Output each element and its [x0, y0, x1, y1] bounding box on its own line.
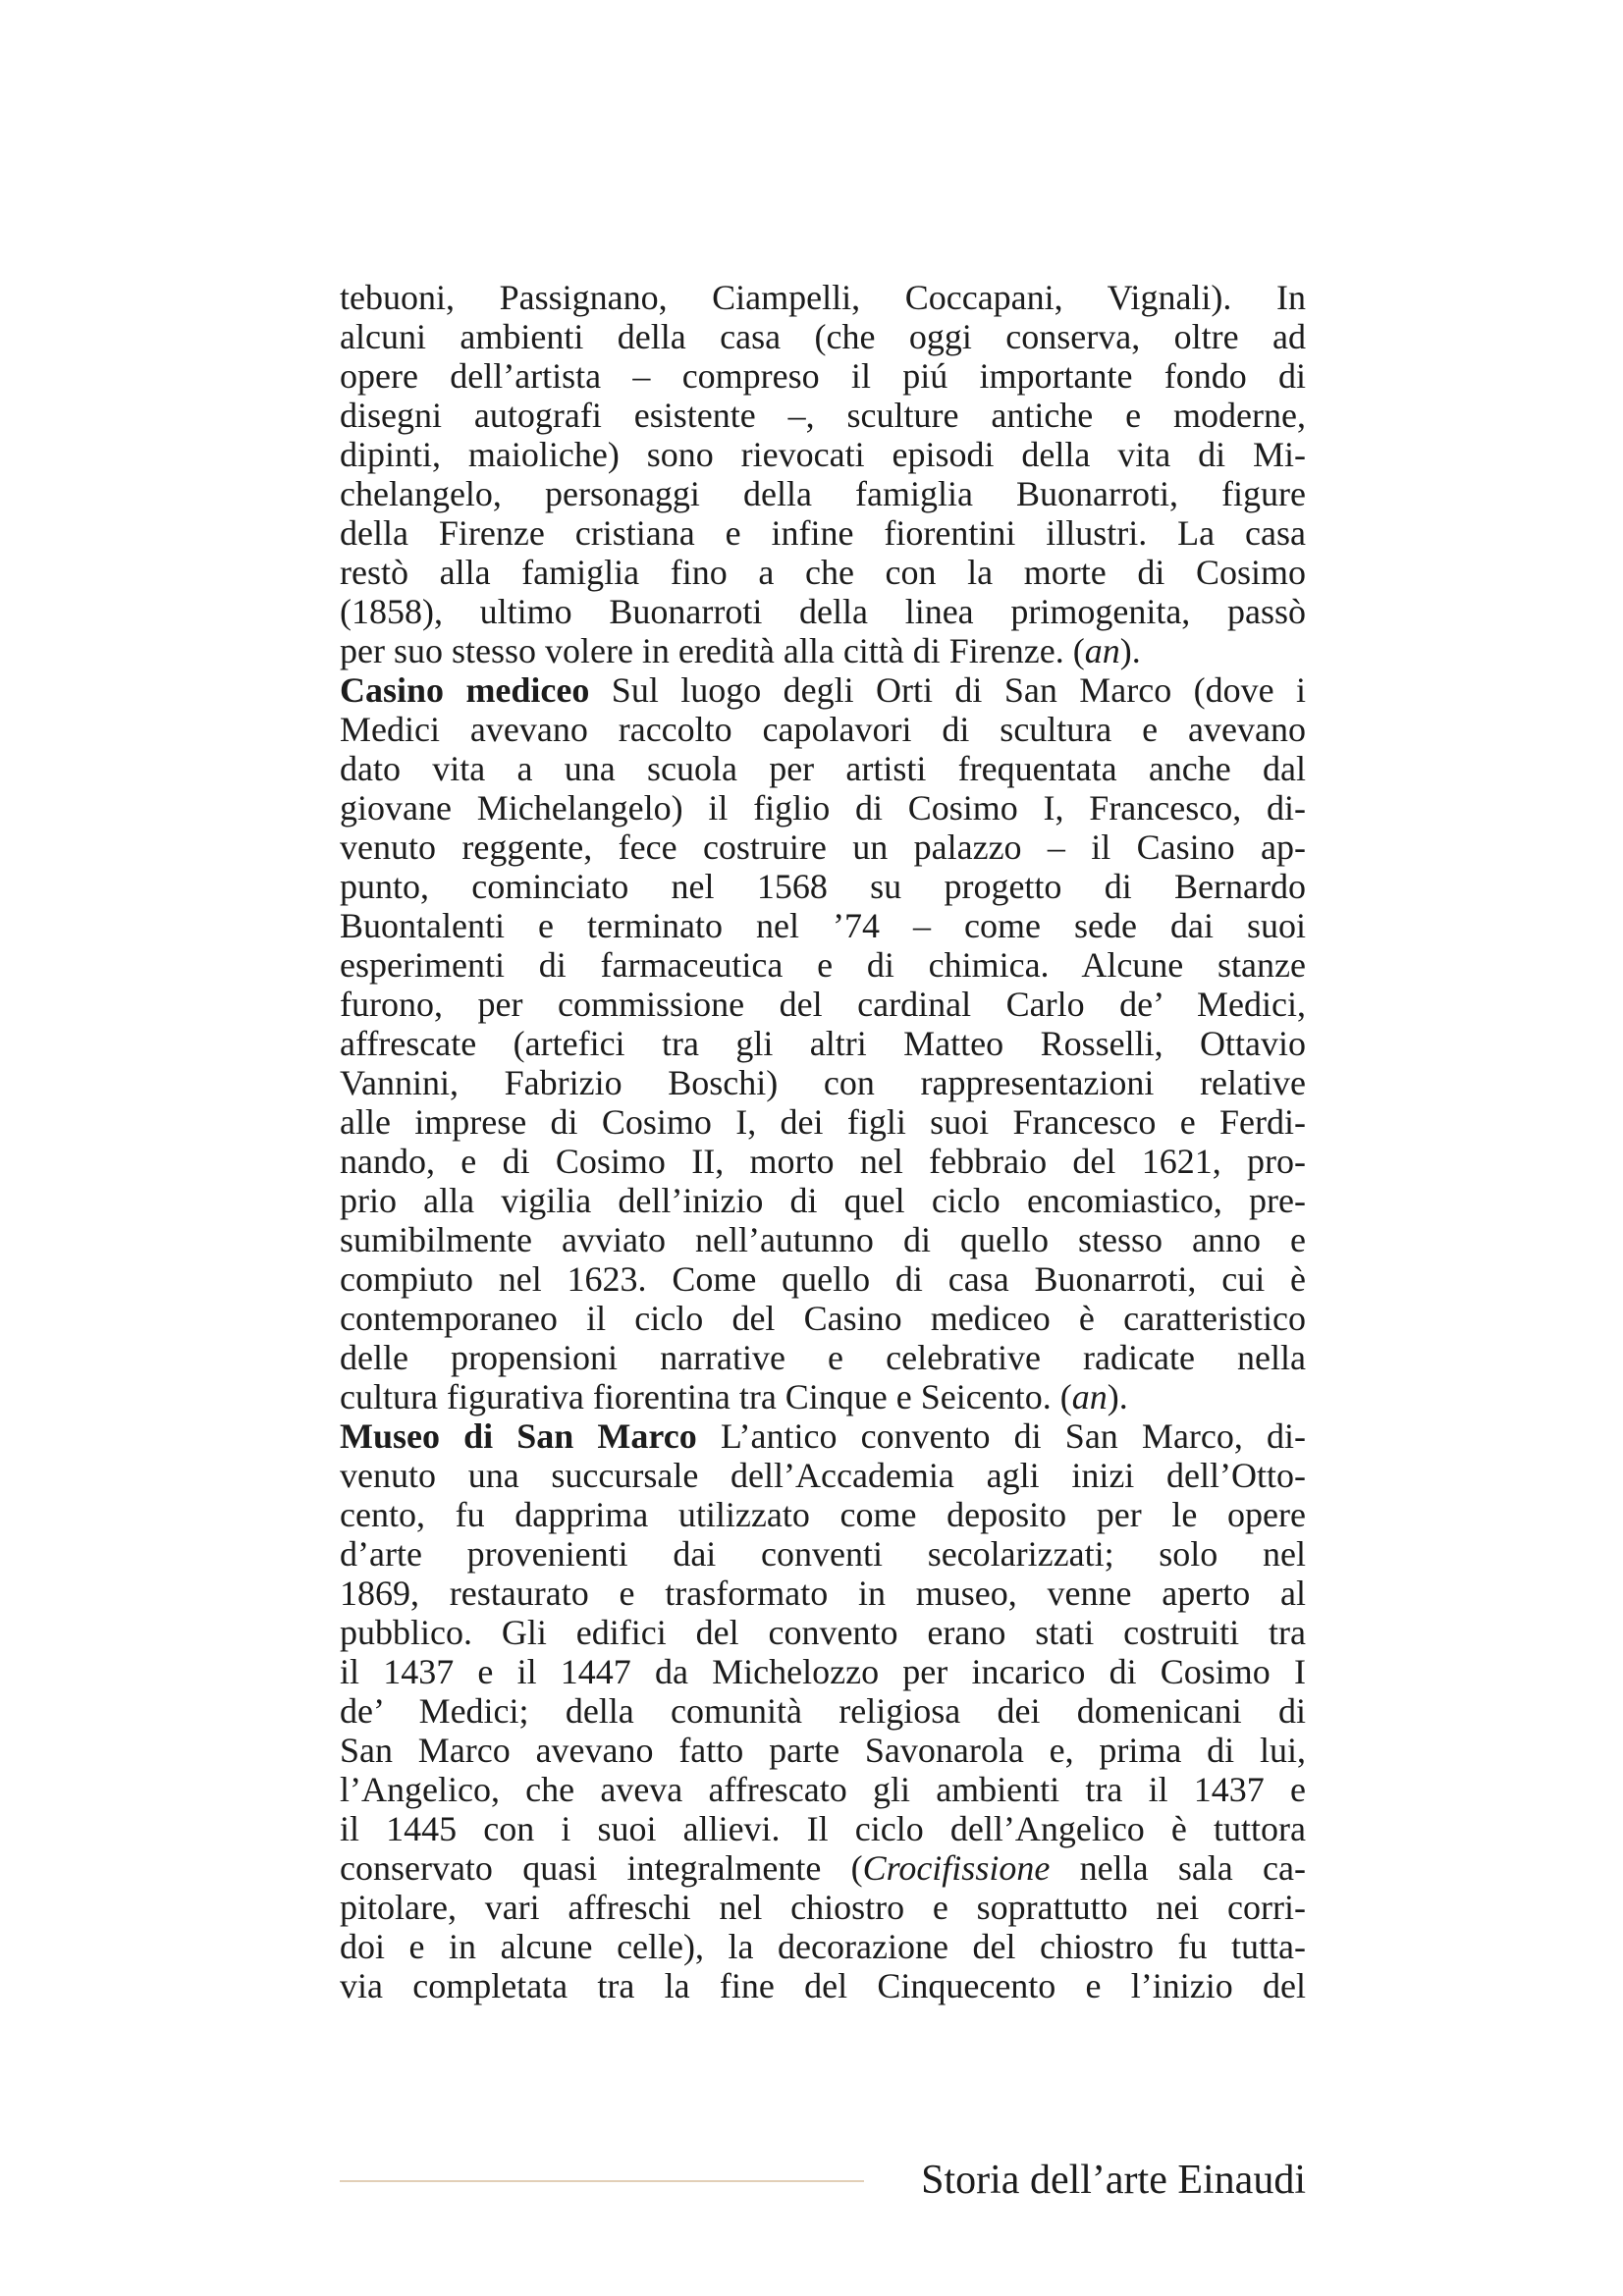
- text-run: alle imprese di Cosimo I, dei figli suoi Francesco e Ferdi-: [340, 1102, 1306, 1142]
- text-run: disegni autografi esistente –, sculture antiche e moderne,: [340, 396, 1306, 435]
- body-text: [340, 278, 1306, 2005]
- text-line: [340, 1220, 1306, 1259]
- text-run: venuto reggente, fece costruire un palazzo – il Casino ap-: [340, 828, 1306, 867]
- text-line: [340, 553, 1306, 592]
- text-line: [340, 985, 1306, 1024]
- text-line: [340, 1338, 1306, 1377]
- text-run: Medici avevano raccolto capolavori di scultura e avevano: [340, 710, 1306, 749]
- paragraph: [340, 670, 1306, 1416]
- text-run: pubblico. Gli edifici del convento erano stati costruiti tra: [340, 1613, 1306, 1652]
- text-run: prio alla vigilia dell’inizio di quel ciclo encomiastico, pre-: [340, 1181, 1306, 1220]
- text-line: [340, 1888, 1306, 1927]
- text-line: [340, 1770, 1306, 1809]
- text-run: dipinti, maioliche) sono rievocati episodi della vita di Mi-: [340, 435, 1306, 474]
- text-line: [340, 1102, 1306, 1142]
- text-run: conservato quasi integralmente (: [340, 1848, 863, 1888]
- text-line: [340, 1416, 1306, 1456]
- text-run: affrescate (artefici tra gli altri Matteo Rosselli, Ottavio: [340, 1024, 1306, 1063]
- text-line: [340, 945, 1306, 985]
- text-run: il 1445 con i suoi allievi. Il ciclo dell’Angelico è tuttora: [340, 1809, 1306, 1848]
- text-line: [340, 1181, 1306, 1220]
- text-line: [340, 1024, 1306, 1063]
- text-line: [340, 1652, 1306, 1691]
- text-line: [340, 1691, 1306, 1731]
- text-line: [340, 474, 1306, 513]
- italic-text: Crocifissione: [862, 1848, 1051, 1888]
- text-run: della Firenze cristiana e infine fiorentini illustri. La casa: [340, 513, 1306, 553]
- text-line: [340, 828, 1306, 867]
- text-line: [340, 867, 1306, 906]
- text-run: nella sala ca-: [1050, 1848, 1306, 1888]
- text-run: pitolare, vari affreschi nel chiostro e soprattutto nei corri-: [340, 1888, 1306, 1927]
- text-line: [340, 1731, 1306, 1770]
- text-line: [340, 1848, 1306, 1888]
- text-line: [340, 1809, 1306, 1848]
- text-line: [340, 1142, 1306, 1181]
- text-run: sumibilmente avviato nell’autunno di quello stesso anno e: [340, 1220, 1306, 1259]
- text-line: [340, 396, 1306, 435]
- text-line: [340, 788, 1306, 828]
- text-line: [340, 356, 1306, 396]
- footer-title: Storia dell’arte Einaudi: [921, 2158, 1306, 2203]
- text-run: punto, cominciato nel 1568 su progetto di Bernardo: [340, 867, 1306, 906]
- text-run: (1858), ultimo Buonarroti della linea primogenita, passò: [340, 592, 1306, 631]
- text-run: opere dell’artista – compreso il piú importante fondo di: [340, 356, 1306, 396]
- italic-text: an: [1071, 1377, 1108, 1416]
- text-run: d’arte provenienti dai conventi secolarizzati; solo nel: [340, 1534, 1306, 1574]
- text-line: [340, 670, 1306, 710]
- text-run: compiuto nel 1623. Come quello di casa Buonarroti, cui è: [340, 1259, 1306, 1299]
- text-run: chelangelo, personaggi della famiglia Buonarroti, figure: [340, 474, 1306, 513]
- text-run: Sul luogo degli Orti di San Marco (dove i: [589, 670, 1306, 710]
- text-run: dato vita a una scuola per artisti frequentata anche dal: [340, 749, 1306, 788]
- text-run: tebuoni, Passignano, Ciampelli, Coccapani, Vignali). In: [340, 278, 1306, 317]
- text-line: [340, 278, 1306, 317]
- text-line: [340, 1299, 1306, 1338]
- text-line: [340, 1613, 1306, 1652]
- text-run: restò alla famiglia fino a che con la morte di Cosimo: [340, 553, 1306, 592]
- text-line: [340, 749, 1306, 788]
- text-run: ).: [1107, 1377, 1128, 1416]
- text-run: via completata tra la fine del Cinquecento e l’inizio del: [340, 1966, 1306, 2005]
- paragraph: [340, 278, 1306, 670]
- text-line: [340, 317, 1306, 356]
- text-run: giovane Michelangelo) il figlio di Cosimo I, Francesco, di-: [340, 788, 1306, 828]
- text-line: [340, 1377, 1306, 1416]
- text-run: esperimenti di farmaceutica e di chimica. Alcune stanze: [340, 945, 1306, 985]
- text-line: [340, 1259, 1306, 1299]
- text-run: cento, fu dapprima utilizzato come deposito per le opere: [340, 1495, 1306, 1534]
- text-run: contemporaneo il ciclo del Casino mediceo è caratteristico: [340, 1299, 1306, 1338]
- text-line: [340, 592, 1306, 631]
- text-run: ).: [1119, 631, 1141, 670]
- text-run: Buontalenti e terminato nel ’74 – come sede dai suoi: [340, 906, 1306, 945]
- text-line: [340, 1063, 1306, 1102]
- text-run: il 1437 e il 1447 da Michelozzo per incarico di Cosimo I: [340, 1652, 1306, 1691]
- text-run: San Marco avevano fatto parte Savonarola e, prima di lui,: [340, 1731, 1306, 1770]
- text-run: doi e in alcune celle), la decorazione del chiostro fu tutta-: [340, 1927, 1306, 1966]
- text-run: nando, e di Cosimo II, morto nel febbraio del 1621, pro-: [340, 1142, 1306, 1181]
- text-line: [340, 513, 1306, 553]
- text-line: [340, 435, 1306, 474]
- text-run: L’antico convento di San Marco, di-: [696, 1416, 1306, 1456]
- text-line: [340, 1534, 1306, 1574]
- text-line: [340, 1495, 1306, 1534]
- text-run: l’Angelico, che aveva affrescato gli ambienti tra il 1437 e: [340, 1770, 1306, 1809]
- text-line: [340, 906, 1306, 945]
- text-run: Vannini, Fabrizio Boschi) con rappresentazioni relative: [340, 1063, 1306, 1102]
- text-run: 1869, restaurato e trasformato in museo, venne aperto al: [340, 1574, 1306, 1613]
- text-line: [340, 1574, 1306, 1613]
- text-run: delle propensioni narrative e celebrative radicate nella: [340, 1338, 1306, 1377]
- text-line: [340, 1927, 1306, 1966]
- text-run: cultura figurativa fiorentina tra Cinque e Seicento. (: [340, 1377, 1072, 1416]
- footer-rule: [340, 2180, 864, 2182]
- text-run: de’ Medici; della comunità religiosa dei domenicani di: [340, 1691, 1306, 1731]
- text-run: furono, per commissione del cardinal Carlo de’ Medici,: [340, 985, 1306, 1024]
- paragraph: [340, 1416, 1306, 2005]
- text-line: [340, 1456, 1306, 1495]
- italic-text: an: [1084, 631, 1120, 670]
- text-run: alcuni ambienti della casa (che oggi conserva, oltre ad: [340, 317, 1306, 356]
- entry-heading: Casino mediceo: [340, 670, 590, 710]
- entry-heading: Museo di San Marco: [340, 1416, 697, 1456]
- text-line: [340, 631, 1306, 670]
- text-line: [340, 710, 1306, 749]
- text-run: venuto una succursale dell’Accademia agli inizi dell’Otto-: [340, 1456, 1306, 1495]
- text-line: [340, 1966, 1306, 2005]
- text-run: per suo stesso volere in eredità alla città di Firenze. (: [340, 631, 1085, 670]
